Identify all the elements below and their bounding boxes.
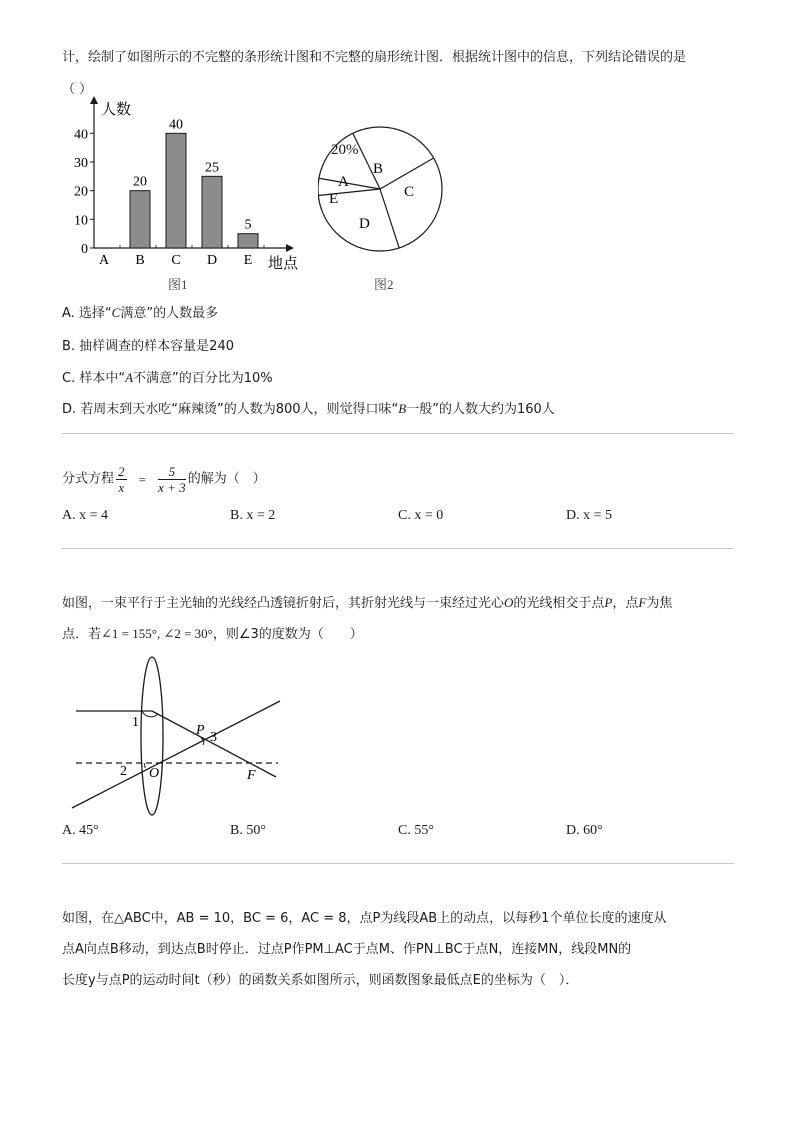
convex-lens: [141, 657, 163, 815]
pie-label-b: B: [373, 161, 384, 177]
bar-e: [238, 234, 258, 248]
q2-fraction-2: [158, 464, 186, 495]
label-p: P: [196, 723, 205, 738]
q2-option-c[interactable]: C. x = 0: [398, 508, 444, 523]
x-tick-label: E: [243, 253, 253, 268]
q2-option-a[interactable]: A. x = 4: [62, 508, 109, 523]
q3-var-p: P: [604, 595, 613, 610]
q1-option-d-suffix: 一般”的人数大约为160人: [406, 402, 555, 417]
pie-label-d: D: [359, 216, 370, 232]
q3-line2-part-b: ，则∠3的度数为（ ）: [212, 627, 363, 642]
label-2: 2: [120, 764, 127, 779]
label-3: 3: [210, 730, 217, 745]
x-tick-label: A: [98, 253, 110, 268]
q2-option-b[interactable]: B. x = 2: [230, 508, 276, 523]
q3-line1-part-b: 的光线相交于点: [513, 596, 605, 611]
q1-option-c-var: A: [125, 370, 134, 385]
q3-line1-part-d: 为焦: [646, 596, 673, 611]
fig1-caption: 图1: [168, 277, 188, 292]
q1-stem-line1: 计，绘制了如图所示的不完整的条形统计图和不完整的扇形统计图．根据统计图中的信息，下列结论错误的是: [62, 50, 687, 65]
q3-option-b[interactable]: B. 50°: [230, 823, 266, 838]
q3-stem-line2: [62, 623, 363, 642]
q1-option-d-prefix: D. 若周末到天水吃“麻辣烫”的人数为800人，则觉得口味“: [62, 402, 399, 417]
pie-label-c: C: [404, 184, 415, 200]
label-f: F: [247, 768, 256, 783]
pie-annotation: 20%: [331, 142, 359, 158]
q2-frac1-num: 2: [118, 464, 125, 479]
divider-2: [62, 548, 734, 549]
y-axis-arrow: [90, 96, 98, 104]
q2-frac1-den: x: [118, 480, 125, 495]
angle-1-arc: [142, 711, 158, 717]
bar-d: [202, 176, 222, 248]
divider-1: [62, 433, 734, 434]
pie-label-e: E: [329, 191, 339, 207]
q1-option-d-var: B: [398, 401, 407, 416]
q3-line1-part-a: 如图，一束平行于主光轴的光线经凸透镜折射后，其折射光线与一束经过光心: [62, 596, 505, 611]
bar-value-label: 5: [244, 217, 252, 233]
bar-value-label: 40: [169, 117, 183, 133]
q1-option-c[interactable]: [62, 367, 273, 386]
q2-fraction-1: [116, 464, 127, 495]
x-tick-label: B: [135, 253, 145, 268]
x-axis-label: 地点: [268, 256, 299, 272]
y-tick-label: 20: [74, 184, 88, 200]
q3-option-d[interactable]: D. 60°: [566, 823, 603, 838]
q1-option-c-prefix: C. 样本中“: [62, 371, 126, 386]
bar-c: [166, 133, 186, 248]
y-tick-label: 0: [81, 242, 88, 257]
q2-stem: [62, 464, 266, 495]
pie-label-a: A: [338, 174, 349, 190]
label-o: O: [149, 766, 160, 781]
x-tick-label: C: [171, 253, 181, 268]
bar-value-label: 25: [205, 160, 219, 176]
q3-line2-math: ∠1 = 155°, ∠2 = 30°: [101, 626, 213, 641]
q2-option-d[interactable]: D. x = 5: [566, 508, 613, 523]
pie-chart: [318, 120, 458, 292]
q1-option-a[interactable]: [62, 302, 218, 321]
q1-option-a-prefix: A. 选择“: [62, 306, 112, 321]
q1-option-d[interactable]: [62, 398, 555, 417]
y-tick-label: 10: [74, 213, 88, 229]
label-1: 1: [132, 715, 139, 730]
q2-frac2-den: x + 3: [158, 480, 186, 495]
q3-var-o: O: [504, 595, 514, 610]
bar-value-label: 20: [133, 174, 147, 190]
angle-2-arc: [144, 763, 145, 768]
q3-line1-part-c: ，点: [612, 596, 639, 611]
q1-option-c-suffix: 不满意”的百分比为10%: [133, 371, 273, 386]
q3-var-f: F: [638, 595, 647, 610]
y-tick-label: 30: [74, 156, 88, 171]
q1-option-b[interactable]: B. 抽样调查的样本容量是240: [62, 339, 234, 354]
lens-diagram: [66, 654, 286, 820]
x-axis-arrow: [286, 244, 294, 252]
bar-chart: [58, 96, 303, 296]
q1-option-a-var: C: [111, 305, 121, 320]
q3-option-c[interactable]: C. 55°: [398, 823, 434, 838]
divider-3: [62, 863, 734, 864]
q4-stem-line3: 长度y与点P的运动时间t（秒）的函数关系如图所示，则函数图象最低点E的坐标为（ ）．: [62, 973, 579, 988]
bar-b: [130, 191, 150, 248]
q4-stem-line1: 如图，在△ABC中，AB = 10，BC = 6，AC = 8，点P为线段AB上的动点，以每秒1个单位长度的速度从: [62, 911, 667, 926]
q4-stem-line2: 点A向点B移动，到达点B时停止．过点P作PM⊥AC于点M、作PN⊥BC于点N，连接MN，线段MN的: [62, 942, 632, 957]
q2-frac2-num: 5: [158, 464, 186, 480]
fig2-caption: 图2: [374, 277, 394, 292]
q3-option-a[interactable]: A. 45°: [62, 823, 99, 838]
y-tick-label: 40: [74, 127, 88, 143]
q1-option-a-suffix: 满意”的人数最多: [120, 306, 219, 321]
q2-equals: =: [138, 471, 146, 487]
q3-stem-line1: [62, 592, 672, 611]
x-tick-label: D: [206, 253, 218, 268]
q3-line2-part-a: 点．若: [62, 627, 102, 642]
q1-stem-paren: （ ）: [62, 82, 93, 97]
y-axis-label: 人数: [101, 102, 132, 118]
q2-prefix: 分式方程: [62, 471, 115, 487]
optical-center-ray: [72, 701, 280, 808]
q2-suffix: 的解为（ ）: [187, 471, 266, 487]
